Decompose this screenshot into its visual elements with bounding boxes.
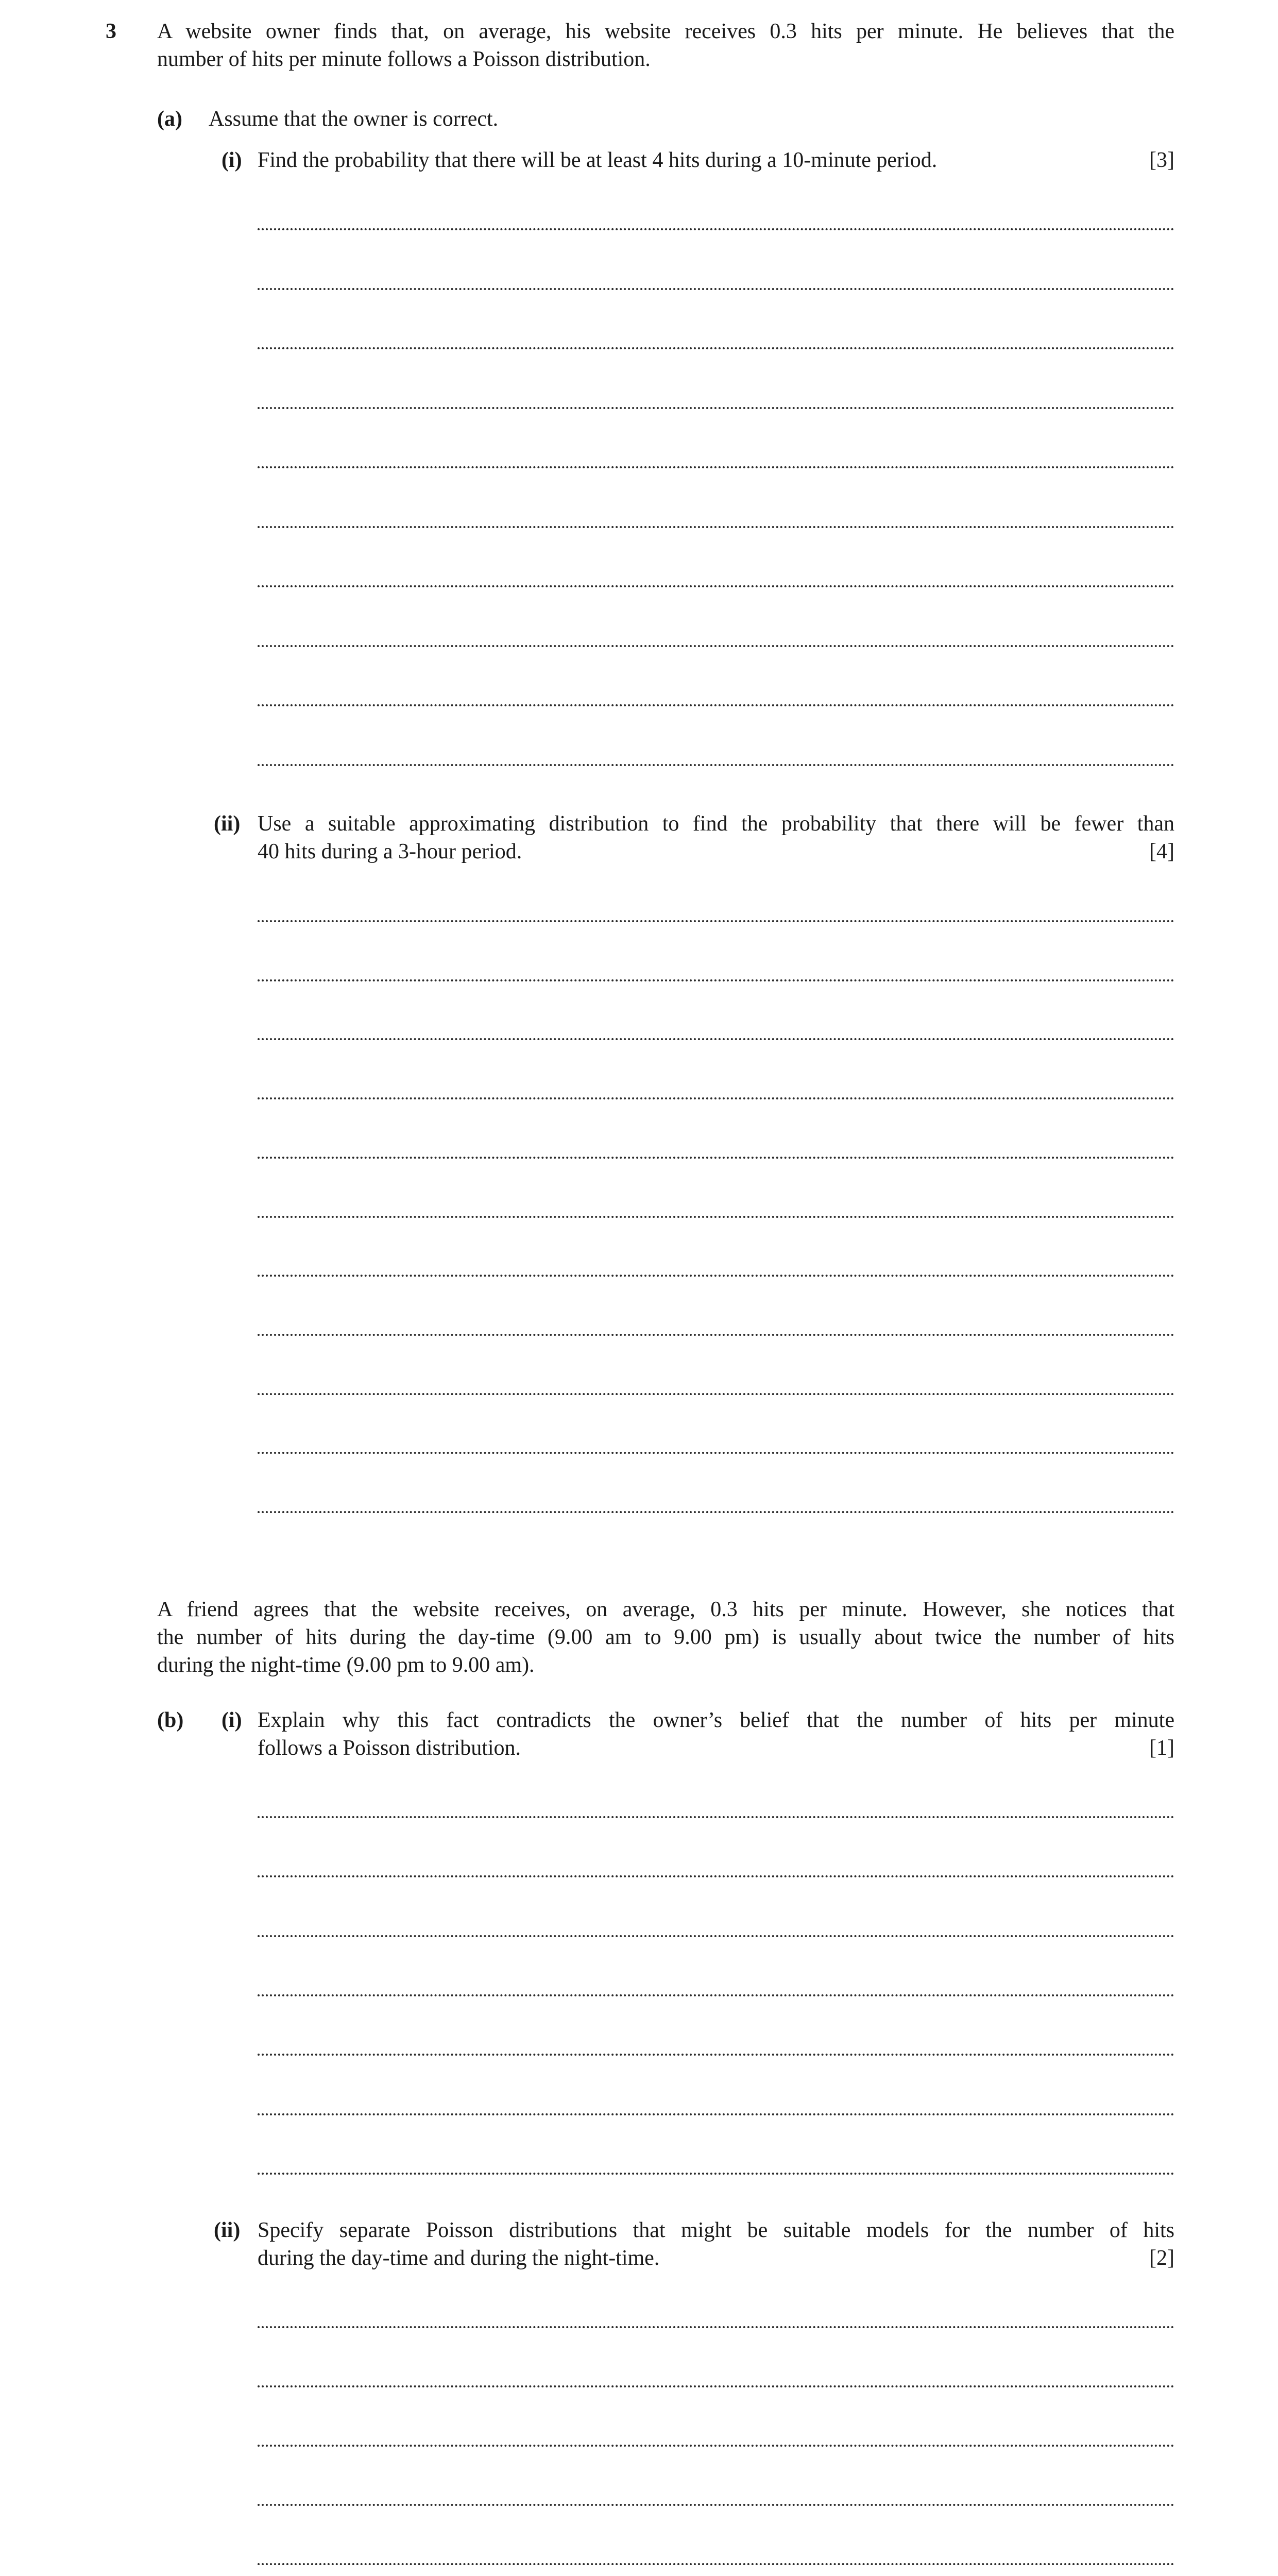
- part-a-ii-question: [258, 810, 1174, 866]
- part-b-i-text-line-1: Explain why this fact contradicts the owner’s belief that the number of hits per minute: [258, 1708, 1174, 1732]
- answer-line[interactable]: [258, 466, 1174, 468]
- friend-line-2: the number of hits during the day-time (9.00 am to 9.00 pm) is usually about twice the number of hits: [157, 1625, 1174, 1649]
- answer-line[interactable]: [258, 2445, 1174, 2447]
- part-a-i-text: Find the probability that there will be at least 4 hits during a 10-minute period.: [258, 148, 938, 172]
- question-stem: [157, 18, 1174, 73]
- answer-line[interactable]: [258, 2385, 1174, 2387]
- answer-line[interactable]: [258, 764, 1174, 766]
- answer-line[interactable]: [258, 1511, 1174, 1513]
- answer-line[interactable]: [258, 1038, 1174, 1040]
- answer-line[interactable]: [258, 1157, 1174, 1159]
- part-a-ii-marks: [4]: [1149, 840, 1174, 863]
- part-b-i-label: (i): [221, 1708, 242, 1732]
- answer-line[interactable]: [258, 1452, 1174, 1454]
- answer-line[interactable]: [258, 1275, 1174, 1277]
- answer-line[interactable]: [258, 2173, 1174, 2175]
- friend-line-1: A friend agrees that the website receives, on average, 0.3 hits per minute. However, she notices that: [157, 1598, 1174, 1621]
- answer-line[interactable]: [258, 1097, 1174, 1099]
- part-b-label: (b): [157, 1708, 184, 1732]
- answer-line[interactable]: [258, 526, 1174, 528]
- part-a-ii-text-line-1: Use a suitable approximating distribution to find the probability that there will be fewer than: [258, 812, 1174, 836]
- part-a-label: (a): [157, 107, 182, 131]
- answer-line[interactable]: [258, 407, 1174, 409]
- part-a-intro: Assume that the owner is correct.: [209, 107, 499, 131]
- answer-line[interactable]: [258, 1216, 1174, 1218]
- part-b-i-marks: [1]: [1149, 1736, 1174, 1760]
- answer-line[interactable]: [258, 2326, 1174, 2328]
- part-a-i-label: (i): [221, 148, 242, 172]
- stem-line-1: A website owner finds that, on average, his website receives 0.3 hits per minute. He believes that the: [157, 20, 1174, 43]
- answer-line[interactable]: [258, 2563, 1174, 2565]
- part-b-i-question: [258, 1706, 1174, 1762]
- answer-line[interactable]: [258, 1393, 1174, 1395]
- answer-line[interactable]: [258, 2054, 1174, 2056]
- part-b-ii-label: (ii): [214, 2218, 241, 2242]
- answer-line[interactable]: [258, 228, 1174, 230]
- answer-line[interactable]: [258, 1875, 1174, 1877]
- answer-line[interactable]: [258, 1935, 1174, 1937]
- part-a-ii-label: (ii): [214, 812, 241, 836]
- part-b-ii-text-line-1: Specify separate Poisson distributions that might be suitable models for the number of hits: [258, 2218, 1174, 2242]
- answer-line[interactable]: [258, 1994, 1174, 1996]
- answer-line[interactable]: [258, 979, 1174, 981]
- answer-line[interactable]: [258, 704, 1174, 706]
- answer-line[interactable]: [258, 920, 1174, 922]
- part-a-i-marks: [3]: [1149, 148, 1174, 172]
- part-b-i-text-line-2: follows a Poisson distribution.: [258, 1736, 521, 1760]
- part-b-ii-marks: [2]: [1149, 2246, 1174, 2270]
- answer-line[interactable]: [258, 2113, 1174, 2115]
- answer-line[interactable]: [258, 288, 1174, 290]
- friend-paragraph: [157, 1596, 1174, 1679]
- answer-line[interactable]: [258, 1334, 1174, 1336]
- stem-line-2: number of hits per minute follows a Poisson distribution.: [157, 47, 651, 71]
- answer-line[interactable]: [258, 347, 1174, 349]
- friend-line-3: during the night-time (9.00 pm to 9.00 am).: [157, 1653, 535, 1677]
- part-a-i-question: [258, 146, 1174, 174]
- part-b-ii-text-line-2: during the day-time and during the night-time.: [258, 2246, 660, 2270]
- answer-line[interactable]: [258, 2504, 1174, 2506]
- answer-line[interactable]: [258, 645, 1174, 647]
- part-b-ii-question: [258, 2216, 1174, 2272]
- answer-line[interactable]: [258, 585, 1174, 587]
- answer-line[interactable]: [258, 1816, 1174, 1818]
- question-number: 3: [106, 20, 116, 43]
- part-a-ii-text-line-2: 40 hits during a 3-hour period.: [258, 840, 522, 863]
